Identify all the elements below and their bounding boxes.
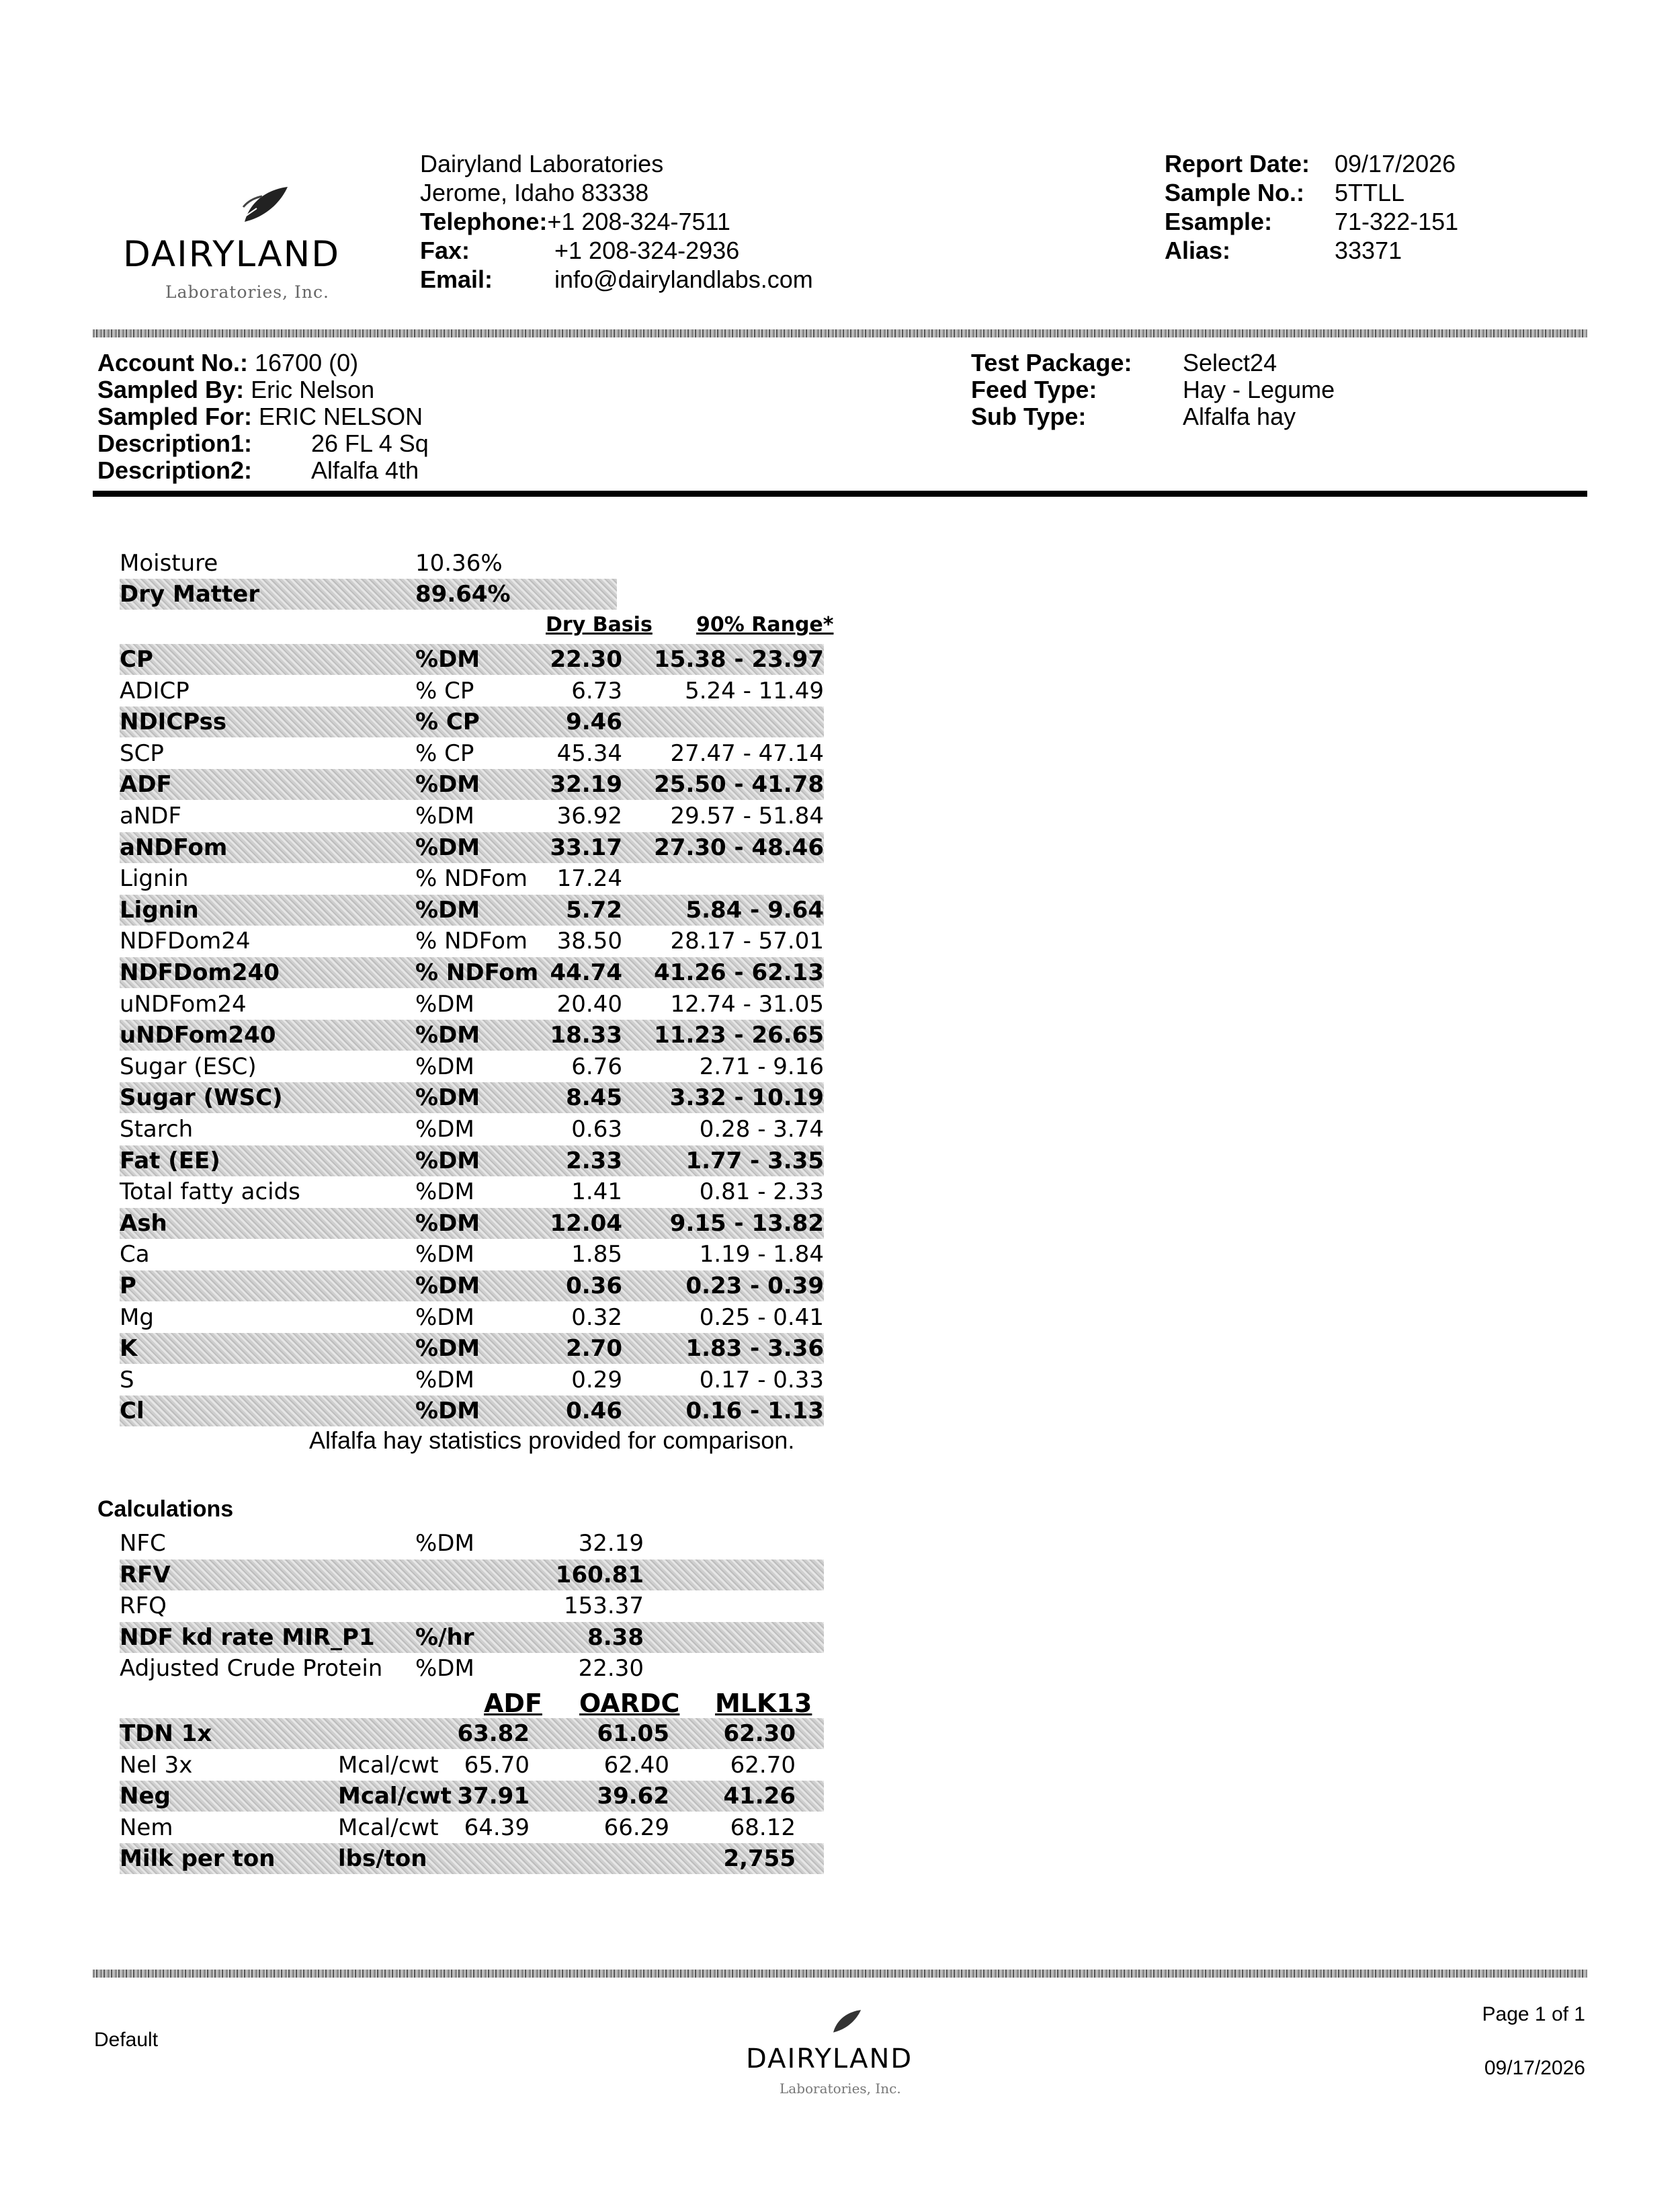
nutrient-range: 0.23 - 0.39 <box>685 1272 824 1299</box>
report-row: Sample No.: 5TTLL <box>1165 179 1405 206</box>
footer-date: 09/17/2026 <box>1484 2057 1585 2079</box>
nutrient-range: 1.77 - 3.35 <box>685 1147 824 1174</box>
nutrient-range: 0.25 - 0.41 <box>699 1303 824 1331</box>
nutrient-row <box>120 926 824 957</box>
email-link[interactable]: info@dairylandlabs.com <box>554 266 813 293</box>
calculation-row <box>120 1590 824 1621</box>
nutrient-row <box>120 644 824 675</box>
energy-adf: 64.39 <box>464 1814 530 1841</box>
energy-name: Neg <box>120 1783 171 1810</box>
nutrient-unit: %DM <box>415 896 480 924</box>
nutrient-range: 1.19 - 1.84 <box>699 1241 824 1268</box>
nutrient-value: 0.36 <box>566 1272 622 1299</box>
energy-row <box>120 1750 824 1781</box>
nutrient-unit: %DM <box>415 1241 474 1268</box>
lab-telephone: Telephone:+1 208-324-7511 <box>420 208 730 235</box>
nutrient-range: 25.50 - 41.78 <box>654 771 824 799</box>
energy-oardc: 66.29 <box>603 1814 669 1841</box>
nutrient-name: uNDFom24 <box>120 990 247 1018</box>
nutrient-name: CP <box>120 646 153 673</box>
calculation-name: RFV <box>120 1561 171 1588</box>
nutrient-unit: %DM <box>415 771 480 799</box>
nutrient-unit: %DM <box>415 1147 480 1174</box>
energy-mlk13: 68.12 <box>730 1814 796 1841</box>
nutrient-value: 0.63 <box>571 1116 622 1143</box>
nutrient-name: Mg <box>120 1303 154 1331</box>
energy-mlk13: 2,755 <box>723 1845 796 1873</box>
nutrient-unit: %DM <box>415 803 474 829</box>
description1: Description1: 26 FL 4 Sq <box>97 430 429 457</box>
nutrient-value: 0.46 <box>566 1397 622 1425</box>
nutrient-name: NDFDom24 <box>120 928 251 955</box>
nutrient-row <box>120 1333 824 1364</box>
energy-header-oardc: OARDC <box>579 1689 680 1718</box>
nutrient-value: 17.24 <box>556 865 622 893</box>
nutrient-value: 12.04 <box>550 1209 622 1237</box>
account-number: Account No.: 16700 (0) <box>97 349 359 376</box>
nutrient-row <box>120 1176 824 1207</box>
nutrient-unit: %DM <box>415 834 480 861</box>
nutrient-range: 9.15 - 13.82 <box>669 1209 824 1237</box>
energy-row <box>120 1812 824 1843</box>
nutrient-unit: % CP <box>415 677 474 704</box>
nutrient-name: Sugar (WSC) <box>120 1084 283 1112</box>
logo-wordmark: DAIRYLAND <box>123 234 341 275</box>
calculation-unit: %DM <box>415 1655 474 1683</box>
nutrient-name: NDICPss <box>120 708 227 736</box>
energy-name: Milk per ton <box>120 1845 276 1873</box>
nutrient-range: 12.74 - 31.05 <box>670 990 824 1018</box>
nutrient-row <box>120 1114 824 1145</box>
feed-type: Feed Type: Hay - Legume <box>971 376 1335 403</box>
nutrient-value: 22.30 <box>550 646 622 673</box>
nutrient-range: 5.84 - 9.64 <box>685 896 824 924</box>
nutrient-name: Sugar (ESC) <box>120 1053 257 1080</box>
nutrient-row <box>120 832 824 863</box>
calculation-row <box>120 1559 824 1590</box>
nutrient-unit: %DM <box>415 1366 474 1393</box>
nutrient-value: 32.19 <box>550 771 622 799</box>
dry-matter-row: Dry Matter 89.64% <box>120 579 617 610</box>
nutrient-row <box>120 1020 824 1051</box>
calculation-unit: %DM <box>415 1530 474 1557</box>
lab-name: Dairyland Laboratories <box>420 150 664 177</box>
nutrient-range: 41.26 - 62.13 <box>654 959 824 986</box>
footer-leaf-logo-icon <box>828 2007 863 2037</box>
footer-logo-wordmark: DAIRYLAND <box>746 2043 913 2074</box>
energy-oardc: 39.62 <box>597 1783 669 1810</box>
calculation-name: NFC <box>120 1530 166 1557</box>
nutrient-row <box>120 769 824 800</box>
nutrient-name: Starch <box>120 1116 194 1143</box>
calculation-row <box>120 1528 824 1559</box>
energy-adf: 63.82 <box>457 1720 530 1747</box>
nutrient-name: K <box>120 1335 138 1363</box>
nutrient-range: 27.30 - 48.46 <box>654 834 824 861</box>
energy-adf: 37.91 <box>457 1783 530 1810</box>
energy-unit: Mcal/cwt <box>338 1751 439 1779</box>
nutrient-range: 2.71 - 9.16 <box>699 1053 824 1080</box>
lab-fax: Fax: +1 208-324-2936 <box>420 237 740 264</box>
nutrient-unit: % NDFom <box>415 959 539 986</box>
calculation-value: 22.30 <box>578 1655 644 1683</box>
nutrient-value: 0.32 <box>571 1303 622 1331</box>
nutrient-value: 2.70 <box>566 1335 622 1363</box>
energy-row <box>120 1718 824 1749</box>
nutrient-value: 20.40 <box>556 990 622 1018</box>
nutrient-unit: % CP <box>415 739 474 767</box>
footer-divider <box>93 1970 1587 1978</box>
nutrient-range: 1.83 - 3.36 <box>685 1335 824 1363</box>
nutrient-name: Cl <box>120 1397 144 1425</box>
nutrient-unit: %DM <box>415 646 480 673</box>
energy-header-adf: ADF <box>484 1689 542 1718</box>
nutrient-name: uNDFom240 <box>120 1022 276 1049</box>
nutrient-value: 44.74 <box>550 959 622 986</box>
report-row: Esample: 71-322-151 <box>1165 208 1459 235</box>
nutrient-name: P <box>120 1272 136 1299</box>
energy-mlk13: 41.26 <box>723 1783 796 1810</box>
calculation-value: 32.19 <box>578 1530 644 1557</box>
nutrient-range: 5.24 - 11.49 <box>685 677 824 704</box>
nutrient-row <box>120 801 824 832</box>
nutrient-name: aNDF <box>120 803 182 829</box>
nutrient-row <box>120 1395 824 1426</box>
energy-oardc: 61.05 <box>597 1720 669 1747</box>
nutrient-unit: % CP <box>415 708 480 736</box>
nutrient-range: 0.81 - 2.33 <box>699 1178 824 1206</box>
calculation-value: 153.37 <box>564 1592 644 1620</box>
nutrient-row <box>120 957 824 988</box>
nutrient-range: 0.17 - 0.33 <box>699 1366 824 1393</box>
nutrient-range: 28.17 - 57.01 <box>670 928 824 955</box>
energy-unit: Mcal/cwt <box>338 1814 439 1841</box>
logo-subtitle: Laboratories, Inc. <box>165 282 329 302</box>
calculation-row <box>120 1622 824 1653</box>
nutrient-name: ADF <box>120 771 172 799</box>
range-header: 90% Range* <box>696 613 834 637</box>
energy-unit: Mcal/cwt <box>338 1783 452 1810</box>
nutrient-name: Ca <box>120 1241 150 1268</box>
section-divider <box>93 491 1587 497</box>
nutrient-unit: %DM <box>415 990 474 1018</box>
nutrient-value: 33.17 <box>550 834 622 861</box>
nutrient-name: Lignin <box>120 896 199 924</box>
top-divider <box>93 329 1587 337</box>
nutrient-row <box>120 1270 824 1301</box>
nutrient-row <box>120 1145 824 1176</box>
calculation-name: Adjusted Crude Protein <box>120 1655 383 1683</box>
nutrient-value: 6.73 <box>571 677 622 704</box>
nutrient-name: Fat (EE) <box>120 1147 220 1174</box>
nutrient-range: 3.32 - 10.19 <box>669 1084 824 1112</box>
calculation-value: 8.38 <box>587 1623 644 1651</box>
calculation-value: 160.81 <box>555 1561 644 1588</box>
energy-unit: lbs/ton <box>338 1845 427 1873</box>
nutrient-row <box>120 863 824 894</box>
report-row: Alias: 33371 <box>1165 237 1402 264</box>
nutrient-name: Ash <box>120 1209 167 1237</box>
nutrient-value: 0.29 <box>571 1366 622 1393</box>
calculation-name: RFQ <box>120 1592 167 1620</box>
nutrient-unit: %DM <box>415 1303 474 1331</box>
energy-adf: 65.70 <box>464 1751 530 1779</box>
nutrient-value: 2.33 <box>566 1147 622 1174</box>
nutrient-range: 0.28 - 3.74 <box>699 1116 824 1143</box>
nutrient-unit: %DM <box>415 1397 480 1425</box>
nutrient-unit: % NDFom <box>415 928 528 955</box>
dairyland-leaf-logo-icon <box>237 181 290 229</box>
energy-name: Nel 3x <box>120 1751 193 1779</box>
nutrient-unit: %DM <box>415 1335 480 1363</box>
calculation-unit: %/hr <box>415 1623 474 1651</box>
energy-header-mlk13: MLK13 <box>715 1689 812 1718</box>
nutrient-unit: %DM <box>415 1116 474 1143</box>
nutrient-unit: % NDFom <box>415 865 528 893</box>
nutrient-value: 18.33 <box>550 1022 622 1049</box>
nutrient-range: 29.57 - 51.84 <box>670 803 824 829</box>
report-row: Report Date: 09/17/2026 <box>1165 150 1456 177</box>
nutrient-name: Lignin <box>120 865 189 893</box>
nutrient-row <box>120 1051 824 1082</box>
sampled-by: Sampled By: Eric Nelson <box>97 376 375 403</box>
nutrient-name: Total fatty acids <box>120 1178 300 1206</box>
nutrient-unit: %DM <box>415 1209 480 1237</box>
nutrient-value: 45.34 <box>556 739 622 767</box>
description2: Description2: Alfalfa 4th <box>97 456 419 484</box>
nutrient-value: 5.72 <box>566 896 622 924</box>
nutrient-name: S <box>120 1366 134 1393</box>
nutrient-value: 1.85 <box>571 1241 622 1268</box>
nutrient-name: SCP <box>120 739 164 767</box>
test-package: Test Package: Select24 <box>971 349 1277 376</box>
nutrient-row <box>120 895 824 926</box>
report-info <box>1165 149 1458 265</box>
energy-oardc: 62.40 <box>603 1751 669 1779</box>
calculations-title: Calculations <box>97 1496 234 1522</box>
nutrient-row <box>120 1365 824 1395</box>
comparison-note: Alfalfa hay statistics provided for comparison. <box>309 1426 795 1454</box>
nutrient-row <box>120 738 824 769</box>
energy-name: TDN 1x <box>120 1720 212 1747</box>
sampled-for: Sampled For: ERIC NELSON <box>97 403 423 430</box>
lab-address: Jerome, Idaho 83338 <box>420 179 649 206</box>
nutrient-range: 15.38 - 23.97 <box>654 646 824 673</box>
nutrient-unit: %DM <box>415 1084 480 1112</box>
nutrient-unit: %DM <box>415 1178 474 1206</box>
page-number: Page 1 of 1 <box>1482 2003 1585 2025</box>
account-info <box>97 350 429 484</box>
nutrient-row <box>120 1208 824 1239</box>
lab-info <box>420 149 813 294</box>
footer-logo-subtitle: Laboratories, Inc. <box>780 2080 901 2097</box>
sub-type: Sub Type: Alfalfa hay <box>971 403 1296 430</box>
nutrient-name: aNDFom <box>120 834 228 861</box>
nutrient-value: 6.76 <box>571 1053 622 1080</box>
nutrient-unit: %DM <box>415 1272 480 1299</box>
energy-mlk13: 62.30 <box>723 1720 796 1747</box>
nutrient-name: NDFDom240 <box>120 959 280 986</box>
nutrient-name: ADICP <box>120 677 190 704</box>
nutrient-row <box>120 1302 824 1333</box>
energy-row <box>120 1781 824 1812</box>
dry-basis-header: Dry Basis <box>546 613 653 637</box>
nutrient-value: 36.92 <box>556 803 622 829</box>
nutrient-row <box>120 676 824 706</box>
nutrient-value: 38.50 <box>556 928 622 955</box>
nutrient-row <box>120 706 824 737</box>
moisture-row: Moisture 10.36% <box>120 550 503 577</box>
calculation-name: NDF kd rate MIR_P1 <box>120 1623 375 1651</box>
nutrient-unit: %DM <box>415 1053 474 1080</box>
nutrient-range: 11.23 - 26.65 <box>654 1022 824 1049</box>
nutrient-value: 8.45 <box>566 1084 622 1112</box>
nutrient-row <box>120 989 824 1020</box>
footer-default: Default <box>94 2029 159 2051</box>
lab-email: Email: info@dairylandlabs.com <box>420 266 813 293</box>
package-info <box>971 350 1335 430</box>
nutrient-range: 27.47 - 47.14 <box>670 739 824 767</box>
nutrient-value: 9.46 <box>566 708 622 736</box>
nutrient-value: 1.41 <box>571 1178 622 1206</box>
energy-row <box>120 1843 824 1874</box>
nutrient-range: 0.16 - 1.13 <box>685 1397 824 1425</box>
energy-name: Nem <box>120 1814 173 1841</box>
calculation-row <box>120 1653 824 1684</box>
energy-mlk13: 62.70 <box>730 1751 796 1779</box>
nutrient-row <box>120 1082 824 1113</box>
nutrient-unit: %DM <box>415 1022 480 1049</box>
nutrient-row <box>120 1239 824 1270</box>
